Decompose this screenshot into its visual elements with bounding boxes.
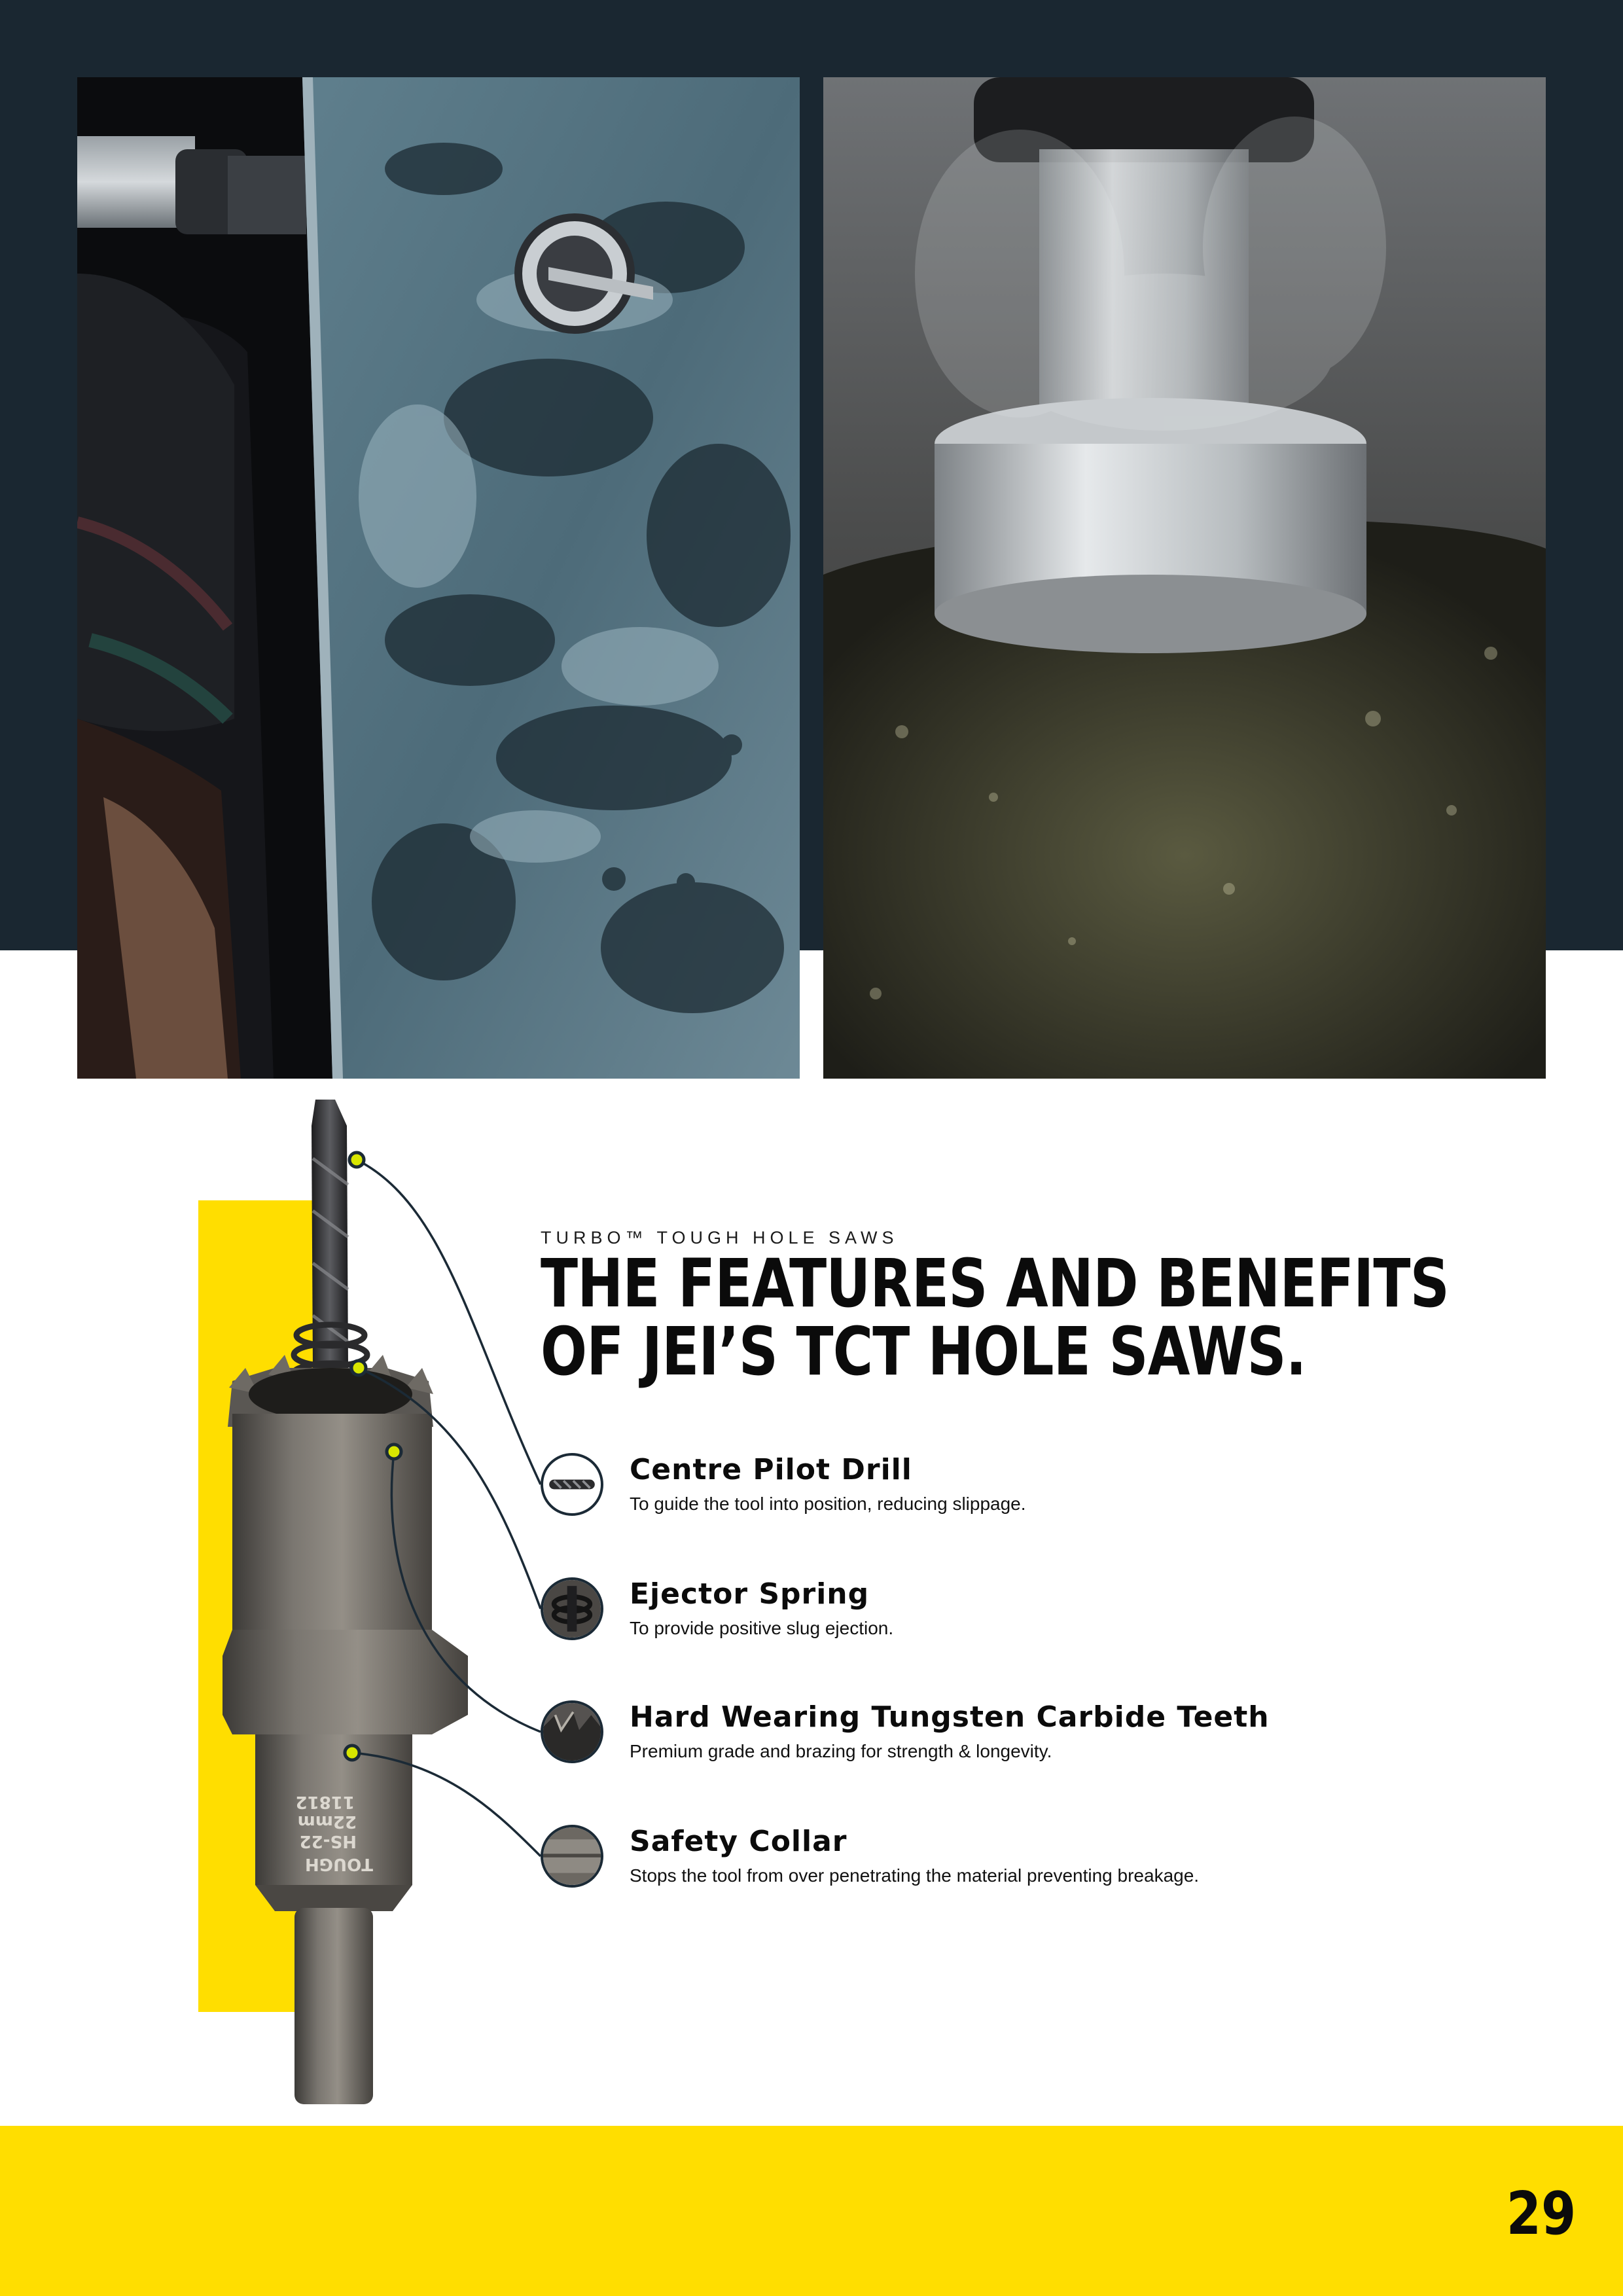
page-headline	[541, 1245, 1450, 1391]
headline-line-1: THE FEATURES AND BENEFITS	[541, 1245, 1450, 1323]
hole-saw-product-image	[196, 1086, 497, 2114]
steel-plate-cutting-photo	[77, 77, 800, 1079]
feature-centre-pilot-drill	[541, 1453, 1391, 1525]
feature-description: Premium grade and brazing for strength & longevity.	[630, 1741, 1052, 1761]
pilot-drill-icon	[541, 1453, 603, 1516]
headline-line-2: OF JEI’S TCT HOLE SAWS.	[541, 1313, 1306, 1391]
ejector-spring-icon	[541, 1577, 603, 1640]
hole-saw-cutting-steel-plate-photo-image	[77, 77, 800, 1079]
drilling-with-coolant-photo	[823, 77, 1546, 1079]
svg-text:11812: 11812	[295, 1792, 355, 1812]
feature-description: Stops the tool from over penetrating the material preventing breakage.	[630, 1865, 1200, 1886]
section-eyebrow: TURBO™ TOUGH HOLE SAWS	[541, 1228, 899, 1247]
feature-safety-collar	[541, 1825, 1391, 1897]
feature-title: Safety Collar	[630, 1825, 847, 1858]
safety-collar-icon	[541, 1825, 603, 1888]
feature-title: Ejector Spring	[630, 1577, 870, 1611]
feature-description: To guide the tool into position, reducing slippage.	[630, 1494, 1026, 1514]
hole-saw-drilling-with-coolant-photo-image	[823, 77, 1546, 1079]
svg-text:22mm: 22mm	[297, 1812, 357, 1831]
tct-hole-saw-product-photo	[196, 1086, 497, 2114]
page-number: 29	[1506, 2179, 1576, 2248]
svg-text:HS-22: HS-22	[299, 1831, 357, 1851]
feature-ejector-spring	[541, 1577, 1391, 1649]
feature-title: Centre Pilot Drill	[630, 1453, 912, 1486]
feature-description: To provide positive slug ejection.	[630, 1618, 894, 1638]
svg-text:TOUGH: TOUGH	[304, 1854, 373, 1874]
feature-carbide-teeth	[541, 1700, 1391, 1772]
carbide-teeth-icon	[541, 1700, 603, 1763]
feature-title: Hard Wearing Tungsten Carbide Teeth	[630, 1700, 1270, 1734]
footer-yellow-band	[0, 2126, 1623, 2296]
